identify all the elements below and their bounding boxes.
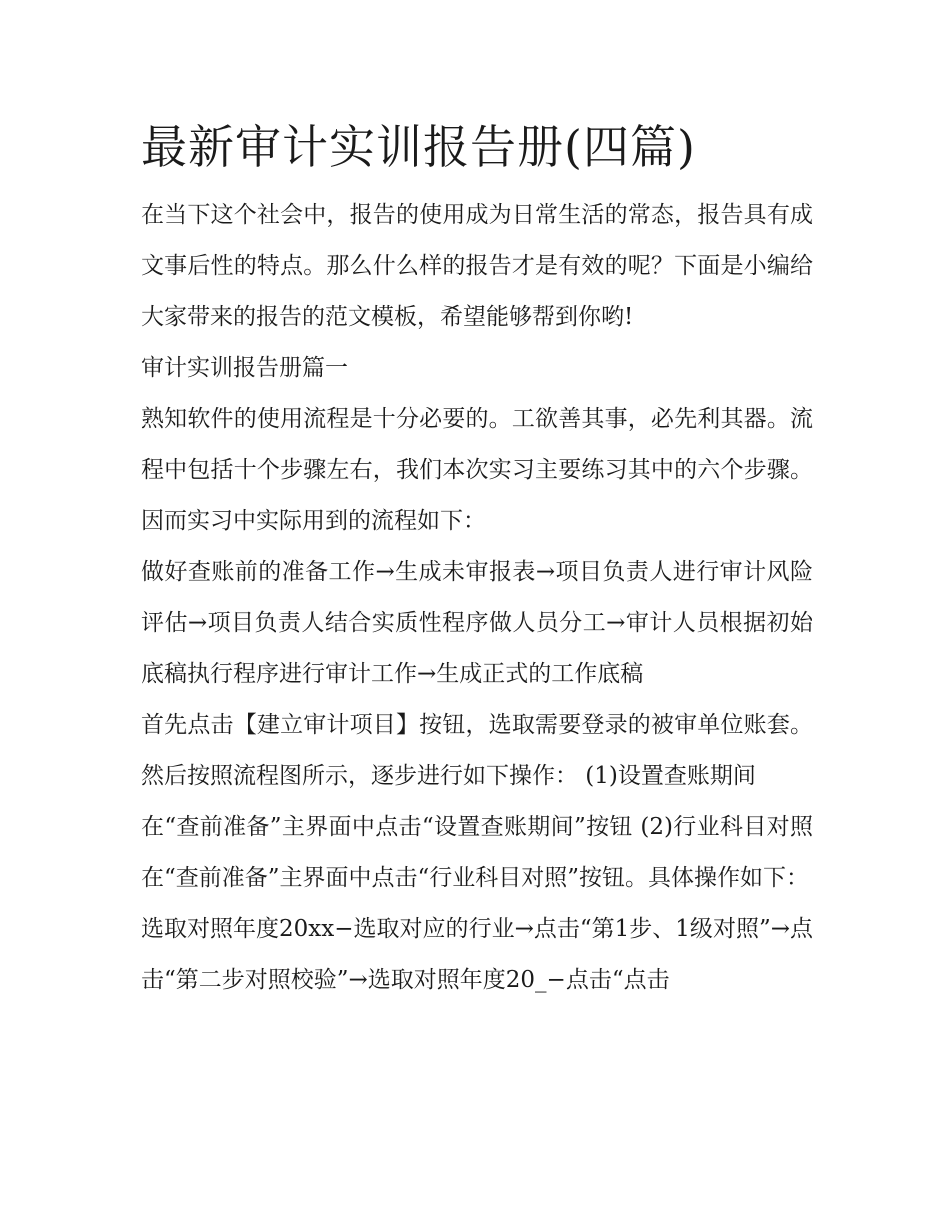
- software-process-paragraph: 熟知软件的使用流程是十分必要的。工欲善其事，必先利其器。流程中包括十个步骤左右，我们本次实习主要练习其中的六个步骤。因而实习中实际用到的流程如下：: [141, 406, 813, 534]
- section-heading: 审计实训报告册篇一: [141, 355, 348, 381]
- intro-paragraph: 在当下这个社会中，报告的使用成为日常生活的常态，报告具有成文事后性的特点。那么什么样的报告才是有效的呢？下面是小编给大家带来的报告的范文模板，希望能够帮到你哟!: [141, 202, 813, 330]
- document-title: 最新审计实训报告册(四篇): [141, 120, 696, 174]
- create-project-paragraph: 首先点击【建立审计项目】按钮，选取需要登录的被审单位账套。然后按照流程图所示，逐步进行如下操作： (1)设置查账期间: [141, 712, 813, 789]
- workflow-paragraph: 做好查账前的准备工作→生成未审报表→项目负责人进行审计风险评估→项目负责人结合实质性程序做人员分工→审计人员根据初始底稿执行程序进行审计工作→生成正式的工作底稿: [141, 559, 813, 687]
- comparison-steps-paragraph: 选取对照年度20xx−选取对应的行业→点击“第1步、1级对照”→点击“第二步对照校验”→选取对照年度20_−点击“点击: [141, 916, 813, 993]
- account-period-paragraph: 在“查前准备”主界面中点击“设置查账期间”按钮 (2)行业科目对照 在“查前准备”主界面中点击“行业科目对照”按钮。具体操作如下：: [141, 814, 813, 891]
- document-page: [141, 112, 813, 1006]
